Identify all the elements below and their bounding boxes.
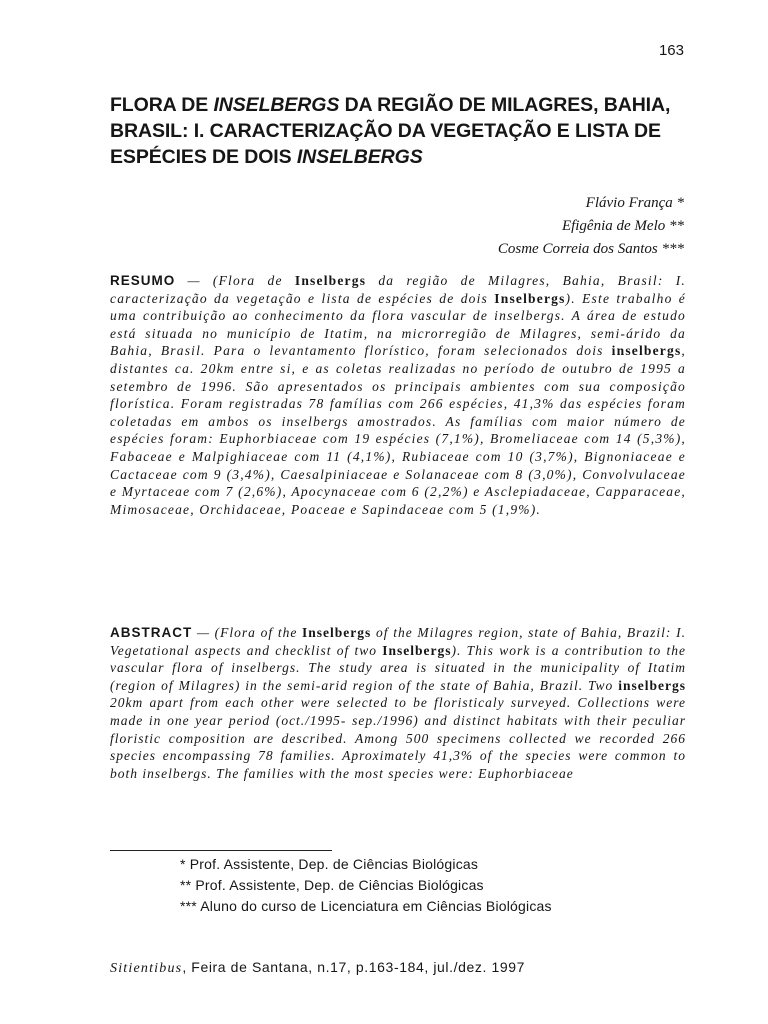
title-part-1: FLORA DE [110, 94, 214, 116]
abstract-bold-2: Inselbergs [382, 642, 452, 658]
page-number: 163 [658, 42, 684, 59]
abstract-bold-3: inselbergs [618, 677, 686, 693]
footnote-1: * Prof. Assistente, Dep. de Ciências Biológicas [180, 856, 479, 872]
abstract-label: ABSTRACT [110, 625, 193, 640]
citation-details: , Feira de Santana, n.17, p.163-184, jul./dez. 1997 [182, 959, 526, 975]
author-2: Efigênia de Melo ** [561, 218, 684, 234]
resumo-bold-2: Inselbergs [494, 290, 566, 306]
resumo-text-3: ). Este trabalho é uma contribuição ao conhecimento da flora vascular de inselbergs. A área de estudo está situada no município de Itatim, na microrregião de Milagres, semi-árido da Bahia, Brasil. Para o levantamento florístico, foram selecionados dois [110, 290, 686, 359]
paper-title [110, 92, 690, 170]
resumo-label: RESUMO [110, 273, 176, 288]
abstract-text-1: — (Flora of the [192, 625, 303, 640]
author-1: Flávio França * [585, 195, 684, 211]
resumo-section [110, 272, 686, 518]
abstract-bold-1: Inselbergs [302, 625, 372, 640]
footnote-divider [110, 850, 332, 851]
abstract-text-3: ). This work is a contribution to the vascular flora of inselbergs. The study area is situated in the municipality of Itatim (region of Milagres) in the semi-arid region of the state of Bahia, Brazil. Two [110, 642, 686, 693]
footnote-2: ** Prof. Assistente, Dep. de Ciências Biológicas [180, 877, 484, 893]
author-list [498, 192, 684, 261]
title-part-2: DA REGIÃO DE MILAGRES, BAHIA, BRASIL: I. CARACTERIZAÇÃO DA VEGETAÇÃO E LISTA DE ESPÉCIES DE DOIS [110, 94, 671, 168]
footnote-3: *** Aluno do curso de Licenciatura em Ciências Biológicas [180, 898, 552, 914]
resumo-bold-3: inselbergs [611, 343, 682, 359]
resumo-text-1: — (Flora de [175, 273, 295, 288]
resumo-text-4: , distantes ca. 20km entre si, e as coletas realizadas no período de outubro de 1995 a setembro de 1996. São apresentados os principais ambientes com sua composição florística. Foram registradas 78 famílias com 266 espécies, 41,3% das espécies foram coletadas em ambos os inselbergs amostrados. As famílias com maior número de espécies foram: Euphorbiaceae com 19 espécies (7,1%), Bromeliaceae com 14 (5,3%), Fabaceae e Malpighiaceae com 11 (4,1%), Rubiaceae com 10 (3,7%), Bignoniaceae e Cactaceae com 9 (3,4%), Caesalpiniaceae e Solanaceae com 8 (3,0%), Convolvulaceae e Myrtaceae com 7 (2,6%), Apocynaceae com 6 (2,2%) e Asclepiadaceae, Capparaceae, Mimosaceae, Orchidaceae, Poaceae e Sapindaceae com 5 (1,9%). [110, 343, 686, 517]
resumo-bold-1: Inselbergs [294, 273, 367, 288]
title-italic-1: INSELBERGS [213, 94, 340, 116]
footnotes [180, 854, 552, 917]
journal-name: Sitientibus [110, 961, 183, 976]
title-italic-2: INSELBERGS [296, 146, 423, 168]
journal-citation [110, 959, 525, 977]
abstract-text-2: of the Milagres region, state of Bahia, Brazil: I. Vegetational aspects and checklist of two [110, 625, 686, 658]
resumo-text-2: da região de Milagres, Bahia, Brasil: I. caracterização da vegetação e lista de espécies de dois [110, 273, 686, 306]
abstract-section [110, 624, 686, 782]
abstract-text-4: 20km apart from each other were selected to be floristicaly surveyed. Collections were made in one year period (oct./1995- sep./1996) and distinct habitats with their peculiar floristic composition are described. Among 500 specimens collected we recorded 266 species encompassing 78 families. Aproximately 41,3% of the species were common to both inselbergs. The families with the most species were: Euphorbiaceae [110, 695, 686, 781]
author-3: Cosme Correia dos Santos *** [497, 241, 684, 257]
